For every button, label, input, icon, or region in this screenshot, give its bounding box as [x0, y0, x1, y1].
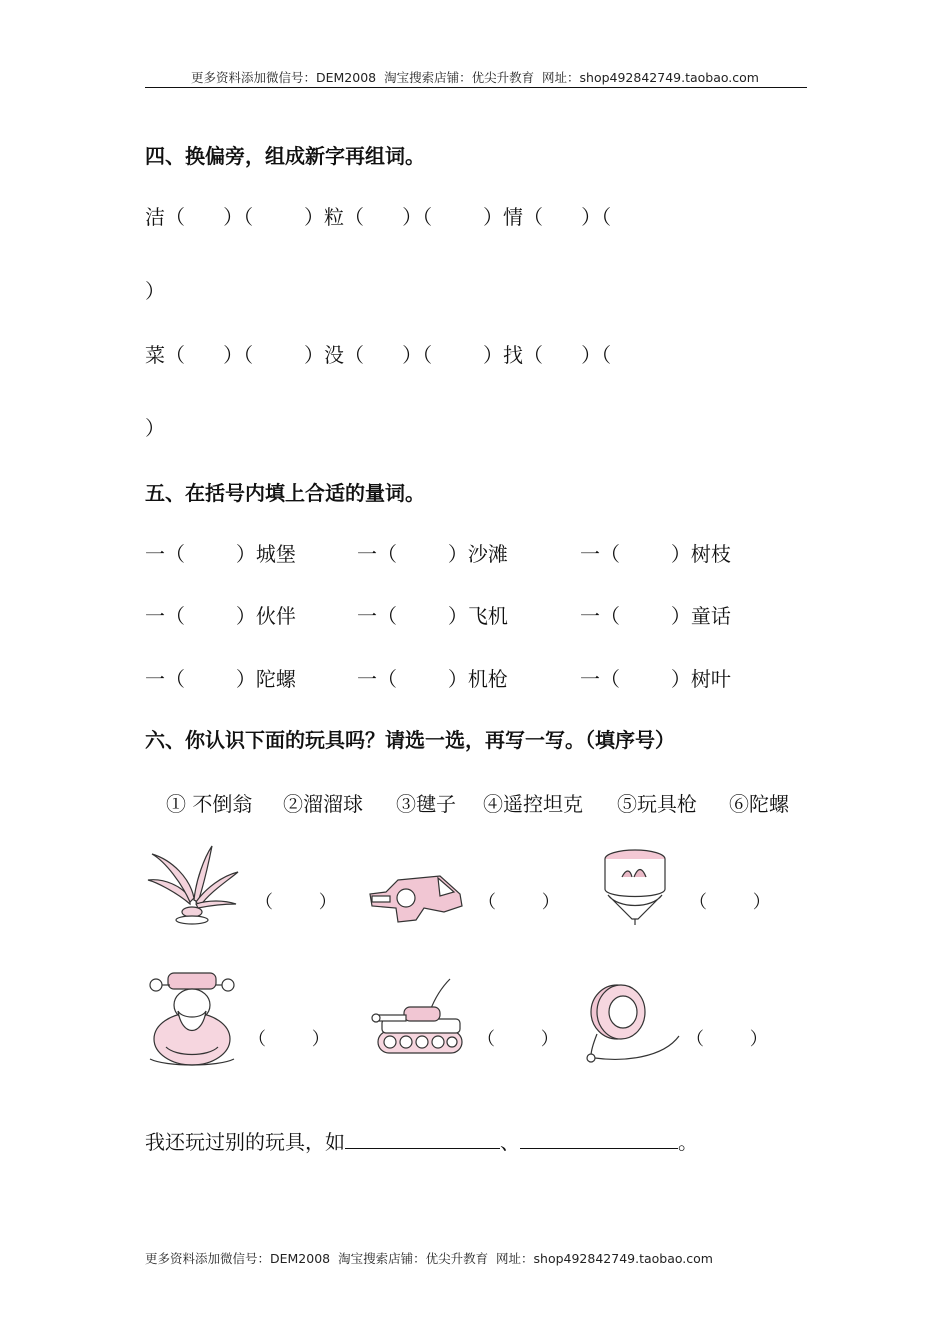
section4-title: 四、换偏旁，组成新字再组词。 — [145, 144, 425, 168]
measure-word-item: 一（ ）伙伴 — [145, 604, 296, 628]
section4-row1: 洁（ ）（ ）粒（ ）（ ）情（ ）（ — [145, 205, 612, 229]
answer-paren[interactable]: （ ） — [255, 892, 337, 913]
section4-row1-end: ） — [145, 279, 165, 303]
closing-prefix: 我还玩过别的玩具，如 — [145, 1130, 345, 1154]
spinning-top-icon — [600, 847, 670, 927]
toy-option: ① 不倒翁 — [166, 792, 253, 816]
toy-option: ⑥陀螺 — [729, 792, 789, 816]
section4-row2-end: ） — [145, 416, 165, 440]
closing-line — [145, 1126, 698, 1155]
section4-row2: 菜（ ）（ ）没（ ）（ ）找（ ）（ — [145, 343, 612, 367]
closing-end: 。 — [678, 1130, 698, 1154]
answer-paren[interactable]: （ ） — [689, 892, 771, 913]
toy-option: ③毽子 — [396, 792, 456, 816]
tumbler-doll-icon — [146, 967, 238, 1069]
answer-blank[interactable] — [345, 1130, 500, 1149]
measure-word-item: 一（ ）树枝 — [580, 542, 731, 566]
yoyo-icon — [583, 982, 683, 1066]
section6-title: 六、你认识下面的玩具吗？请选一选，再写一写。（填序号） — [145, 728, 675, 752]
page-footer: 更多资料添加微信号：DEM2008 淘宝搜索店铺：优尖升教育 网址：shop492842749.taobao.com — [145, 1251, 713, 1266]
toy-option: ②溜溜球 — [283, 792, 363, 816]
answer-paren[interactable]: （ ） — [478, 892, 560, 913]
toy-gun-icon — [368, 872, 466, 924]
measure-word-item: 一（ ）机枪 — [357, 667, 508, 691]
header-rule — [145, 87, 807, 88]
measure-word-item: 一（ ）童话 — [580, 604, 731, 628]
rc-tank-icon — [370, 977, 470, 1061]
answer-paren[interactable]: （ ） — [477, 1029, 559, 1050]
answer-blank[interactable] — [520, 1130, 678, 1149]
measure-word-item: 一（ ）陀螺 — [145, 667, 296, 691]
closing-separator: 、 — [500, 1130, 520, 1154]
toy-option: ④遥控坦克 — [483, 792, 583, 816]
page-header: 更多资料添加微信号：DEM2008 淘宝搜索店铺：优尖升教育 网址：shop492842749.taobao.com — [191, 70, 759, 85]
measure-word-item: 一（ ）树叶 — [580, 667, 731, 691]
shuttlecock-icon — [146, 842, 240, 926]
answer-paren[interactable]: （ ） — [686, 1029, 768, 1050]
measure-word-item: 一（ ）飞机 — [357, 604, 508, 628]
section5-title: 五、在括号内填上合适的量词。 — [145, 481, 425, 505]
toy-option: ⑤玩具枪 — [617, 792, 697, 816]
measure-word-item: 一（ ）城堡 — [145, 542, 296, 566]
measure-word-item: 一（ ）沙滩 — [357, 542, 508, 566]
answer-paren[interactable]: （ ） — [248, 1029, 330, 1050]
